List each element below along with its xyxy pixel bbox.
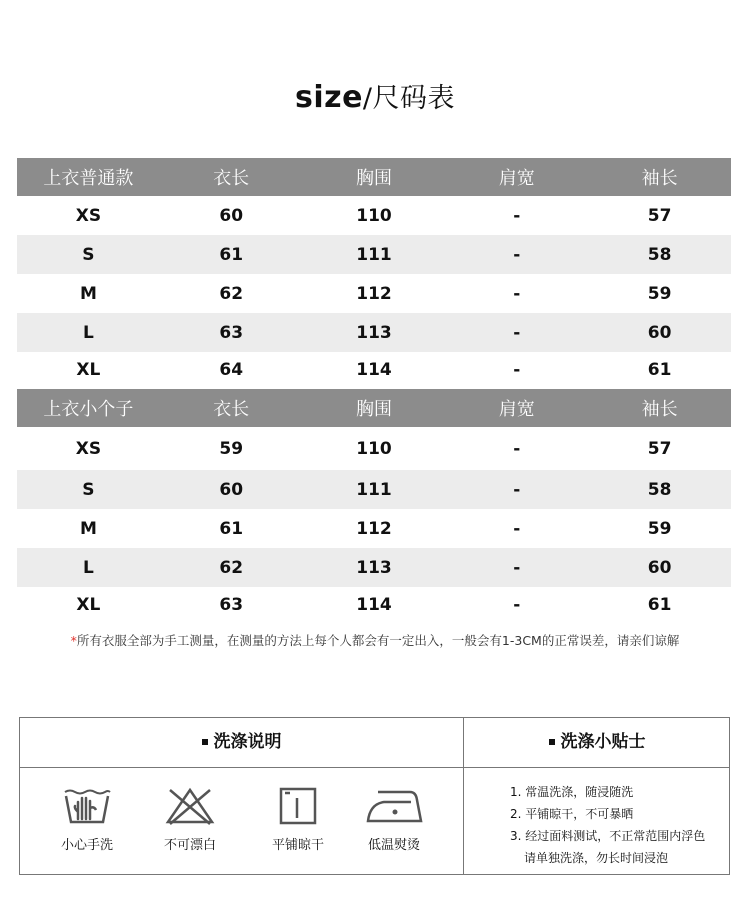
table-cell: 59	[647, 283, 672, 304]
no-bleach-icon	[165, 786, 215, 826]
table-cell: L	[82, 557, 94, 578]
table-cell: 62	[219, 283, 244, 304]
table-cell: 64	[219, 360, 244, 380]
table-cell: 61	[647, 595, 672, 615]
care-label: 平铺晾干	[271, 838, 324, 853]
table-cell: 61	[219, 244, 244, 265]
tip-item: 3. 经过面料测试，不正常范围内浮色	[510, 829, 706, 843]
table-cell: -	[513, 360, 521, 380]
table-cell: XS	[75, 438, 102, 459]
table-row	[17, 470, 731, 509]
page-title	[0, 76, 750, 115]
table-cell: M	[79, 283, 97, 304]
hand-wash-icon	[62, 786, 112, 826]
table-cell: 60	[647, 557, 672, 578]
table-row	[17, 352, 731, 388]
care-item-no-bleach	[140, 786, 240, 853]
care-tips-heading: 洗涤小贴士	[464, 718, 730, 767]
table-cell: 112	[356, 518, 392, 539]
table-cell: -	[513, 322, 521, 343]
table-cell: 62	[219, 557, 244, 578]
table-cell: -	[513, 557, 521, 578]
table-cell: -	[513, 595, 521, 615]
table-cell: S	[82, 479, 95, 500]
table-cell: -	[513, 479, 521, 500]
bullet-square-icon	[202, 739, 208, 745]
table-cell: XL	[76, 595, 101, 615]
table-cell: XS	[75, 205, 102, 226]
table-row	[17, 235, 731, 274]
table-cell: XL	[76, 360, 101, 380]
table-cell: 113	[356, 557, 392, 578]
table-cell: S	[82, 244, 95, 265]
table-cell: 114	[356, 595, 392, 615]
header-cell: 胸围	[355, 168, 392, 189]
table-cell: 59	[647, 518, 672, 539]
table-cell: 110	[356, 205, 392, 226]
table-cell: 113	[356, 322, 392, 343]
table-cell: 111	[356, 479, 392, 500]
title-main: size	[294, 80, 363, 115]
tip-item: 2. 平铺晾干，不可暴晒	[510, 807, 634, 821]
size-table-regular	[17, 158, 731, 388]
care-label: 低温熨烫	[367, 838, 420, 853]
low-iron-icon	[364, 786, 424, 826]
table-cell: L	[82, 322, 94, 343]
header-cell: 衣长	[213, 168, 250, 189]
table-cell: 114	[356, 360, 392, 380]
table-row	[17, 313, 731, 352]
table-row	[17, 587, 731, 623]
header-cell: 胸围	[355, 399, 392, 420]
table-header	[17, 158, 731, 196]
table-row	[17, 509, 731, 548]
table-row	[17, 274, 731, 313]
note-star: *	[70, 633, 77, 648]
table-cell: 61	[219, 518, 244, 539]
care-label: 不可漂白	[163, 838, 216, 853]
note-text: 所有衣服全部为手工测量，在测量的方法上每个人都会有一定出入，一般会有1-3CM的正常误差，请亲们谅解	[76, 633, 680, 648]
care-item-hand-wash	[37, 786, 137, 853]
table-cell: 58	[647, 244, 672, 265]
table-cell: -	[513, 283, 521, 304]
header-cell: 上衣普通款	[43, 168, 134, 189]
header-cell: 袖长	[641, 399, 678, 420]
table-cell: 60	[219, 479, 244, 500]
table-cell: 110	[356, 438, 392, 459]
table-cell: -	[513, 438, 521, 459]
table-cell: -	[513, 244, 521, 265]
table-cell: 112	[356, 283, 392, 304]
table-row	[17, 548, 731, 587]
table-row	[17, 196, 731, 235]
tip-item: 请单独洗涤，勿长时间浸泡	[524, 851, 669, 865]
table-cell: -	[513, 518, 521, 539]
table-cell: -	[513, 205, 521, 226]
dry-flat-icon	[273, 786, 323, 826]
table-row	[17, 427, 731, 470]
size-table-petite	[17, 389, 731, 623]
header-cell: 肩宽	[498, 168, 535, 189]
bullet-square-icon	[549, 739, 555, 745]
table-cell: 61	[647, 360, 672, 380]
table-cell: 57	[647, 205, 672, 226]
table-cell: 111	[356, 244, 392, 265]
care-item-dry-flat	[248, 786, 348, 853]
measurement-note	[0, 631, 750, 649]
tip-item: 1. 常温洗涤，随浸随洗	[510, 785, 634, 799]
table-cell: 59	[219, 438, 244, 459]
header-cell: 衣长	[213, 399, 250, 420]
table-cell: M	[79, 518, 97, 539]
header-cell: 袖长	[641, 168, 678, 189]
table-cell: 60	[647, 322, 672, 343]
title-sub: /尺码表	[362, 83, 456, 114]
care-label: 小心手洗	[60, 838, 113, 853]
table-cell: 58	[647, 479, 672, 500]
care-tips-list	[510, 781, 740, 869]
table-cell: 57	[647, 438, 672, 459]
table-cell: 63	[219, 322, 244, 343]
care-item-low-iron	[344, 786, 444, 853]
table-cell: 63	[219, 595, 244, 615]
table-header	[17, 389, 731, 427]
care-box	[19, 717, 730, 875]
table-cell: 60	[219, 205, 244, 226]
care-icons	[20, 768, 463, 875]
header-cell: 上衣小个子	[43, 399, 134, 420]
header-cell: 肩宽	[498, 399, 535, 420]
care-instructions-heading: 洗涤说明	[20, 718, 463, 767]
